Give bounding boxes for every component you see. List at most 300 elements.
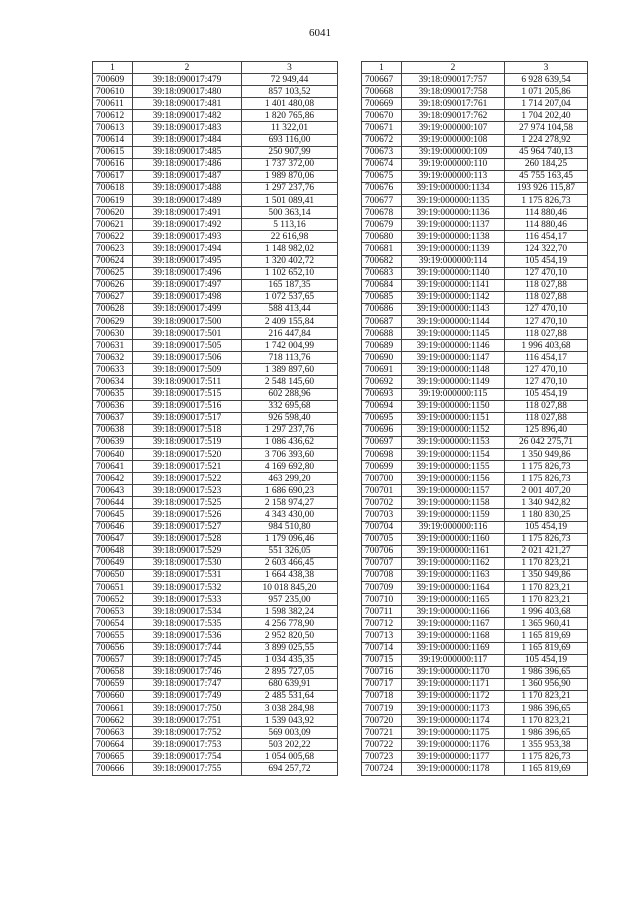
row-number-cell: 700611 [93,98,133,110]
value-cell: 125 896,40 [505,424,588,436]
row-number-cell: 700715 [362,654,402,666]
row-number-cell: 700713 [362,630,402,642]
cadastral-number-cell: 39:18:090017:509 [133,364,242,376]
cadastral-number-cell: 39:18:090017:485 [133,146,242,158]
row-number-cell: 700648 [93,545,133,557]
row-number-cell: 700641 [93,461,133,473]
table-row [93,170,338,182]
cadastral-number-cell: 39:18:090017:481 [133,98,242,110]
value-cell: 500 363,14 [242,207,338,219]
cadastral-number-cell: 39:18:090017:491 [133,207,242,219]
cadastral-number-cell: 39:19:000000:1143 [402,303,505,315]
table-row [93,207,338,219]
cadastral-number-cell: 39:18:090017:522 [133,473,242,485]
row-number-cell: 700663 [93,727,133,739]
row-number-cell: 700636 [93,400,133,412]
cadastral-number-cell: 39:19:000000:1173 [402,702,505,714]
table-row [93,485,338,497]
table-row [362,158,588,170]
value-cell: 4 343 430,00 [242,509,338,521]
value-cell: 1 165 819,69 [505,763,588,775]
table-row [93,763,338,775]
row-number-cell: 700700 [362,473,402,485]
table-row [362,618,588,630]
table-row [362,485,588,497]
value-cell: 551 326,05 [242,545,338,557]
row-number-cell: 700654 [93,618,133,630]
cadastral-number-cell: 39:19:000000:1170 [402,666,505,678]
value-cell: 1 996 403,68 [505,340,588,352]
cadastral-number-cell: 39:18:090017:492 [133,219,242,231]
value-cell: 1 071 205,86 [505,86,588,98]
table-row [93,461,338,473]
value-cell: 2 895 727,05 [242,666,338,678]
table-row [93,509,338,521]
table-row [362,702,588,714]
value-cell: 118 027,88 [505,400,588,412]
row-number-cell: 700662 [93,715,133,727]
row-number-cell: 700674 [362,158,402,170]
cadastral-number-cell: 39:18:090017:501 [133,328,242,340]
row-number-cell: 700660 [93,690,133,702]
cadastral-number-cell: 39:18:090017:496 [133,267,242,279]
table-row [93,146,338,158]
row-number-cell: 700659 [93,678,133,690]
cadastral-number-cell: 39:18:090017:762 [402,110,505,122]
table-row [362,715,588,727]
value-cell: 1 820 765,86 [242,110,338,122]
cadastral-number-cell: 39:18:090017:482 [133,110,242,122]
value-cell: 1 175 826,73 [505,751,588,763]
row-number-cell: 700681 [362,243,402,255]
value-cell: 1 086 436,62 [242,436,338,448]
value-cell: 1 986 396,65 [505,666,588,678]
cadastral-number-cell: 39:18:090017:486 [133,158,242,170]
table-row [93,690,338,702]
cadastral-number-cell: 39:18:090017:761 [402,98,505,110]
value-cell: 5 113,16 [242,219,338,231]
cadastral-number-cell: 39:19:000000:1146 [402,340,505,352]
row-number-cell: 700722 [362,739,402,751]
value-cell: 105 454,19 [505,255,588,267]
table-row [362,195,588,207]
value-cell: 1 737 372,00 [242,158,338,170]
table-row [93,388,338,400]
cadastral-number-cell: 39:18:090017:523 [133,485,242,497]
row-number-cell: 700697 [362,436,402,448]
page-number: 6041 [309,27,331,39]
value-cell: 1 350 949,86 [505,449,588,461]
row-number-cell: 700631 [93,340,133,352]
cadastral-number-cell: 39:18:090017:489 [133,195,242,207]
table-row [93,473,338,485]
cadastral-number-cell: 39:18:090017:480 [133,86,242,98]
cadastral-number-cell: 39:18:090017:536 [133,630,242,642]
row-number-cell: 700678 [362,207,402,219]
value-cell: 588 413,44 [242,303,338,315]
cadastral-number-cell: 39:18:090017:506 [133,352,242,364]
row-number-cell: 700656 [93,642,133,654]
table-row [93,376,338,388]
table-row [362,533,588,545]
row-number-cell: 700682 [362,255,402,267]
value-cell: 1 996 403,68 [505,606,588,618]
value-cell: 1 501 089,41 [242,195,338,207]
table-row [362,594,588,606]
header-row [93,62,338,74]
row-number-cell: 700618 [93,182,133,194]
value-cell: 11 322,01 [242,122,338,134]
cadastral-number-cell: 39:19:000000:1134 [402,182,505,194]
table-row [93,545,338,557]
cadastral-number-cell: 39:19:000000:1149 [402,376,505,388]
row-number-cell: 700645 [93,509,133,521]
table-row [93,715,338,727]
table-row [362,364,588,376]
row-number-cell: 700643 [93,485,133,497]
cadastral-number-cell: 39:18:090017:744 [133,642,242,654]
value-cell: 193 926 115,87 [505,182,588,194]
table-row [93,521,338,533]
cadastral-number-cell: 39:19:000000:113 [402,170,505,182]
cadastral-number-cell: 39:19:000000:1153 [402,436,505,448]
cadastral-number-cell: 39:19:000000:1136 [402,207,505,219]
value-cell: 1 664 438,38 [242,569,338,581]
row-number-cell: 700669 [362,98,402,110]
table-row [362,98,588,110]
row-number-cell: 700702 [362,497,402,509]
cadastral-number-cell: 39:18:090017:533 [133,594,242,606]
cadastral-number-cell: 39:18:090017:500 [133,315,242,327]
table-row [93,352,338,364]
value-cell: 1 165 819,69 [505,630,588,642]
table-row [93,424,338,436]
value-cell: 1 389 897,60 [242,364,338,376]
value-cell: 250 907,99 [242,146,338,158]
table-row [362,424,588,436]
table-row [93,279,338,291]
row-number-cell: 700650 [93,569,133,581]
cadastral-number-cell: 39:18:090017:479 [133,74,242,86]
table-row [362,267,588,279]
row-number-cell: 700675 [362,170,402,182]
cadastral-number-cell: 39:19:000000:1165 [402,594,505,606]
value-cell: 124 322,70 [505,243,588,255]
value-cell: 127 470,10 [505,303,588,315]
table-row [93,727,338,739]
row-number-cell: 700711 [362,606,402,618]
value-cell: 1 989 870,06 [242,170,338,182]
row-number-cell: 700723 [362,751,402,763]
value-cell: 118 027,88 [505,279,588,291]
row-number-cell: 700718 [362,690,402,702]
value-cell: 1 175 826,73 [505,473,588,485]
table-row [362,461,588,473]
table-row [362,388,588,400]
value-cell: 45 964 740,13 [505,146,588,158]
row-number-cell: 700704 [362,521,402,533]
cadastral-number-cell: 39:18:090017:751 [133,715,242,727]
cadastral-number-cell: 39:19:000000:1142 [402,291,505,303]
cadastral-number-cell: 39:18:090017:758 [402,86,505,98]
row-number-cell: 700707 [362,557,402,569]
table-row [362,449,588,461]
table-row [93,400,338,412]
table-row [93,134,338,146]
column-header-1: 1 [93,62,133,74]
table-row [93,654,338,666]
cadastral-number-cell: 39:19:000000:110 [402,158,505,170]
value-cell: 1 320 402,72 [242,255,338,267]
table-row [362,436,588,448]
cadastral-number-cell: 39:19:000000:1154 [402,449,505,461]
cadastral-number-cell: 39:19:000000:1161 [402,545,505,557]
table-row [93,533,338,545]
row-number-cell: 700720 [362,715,402,727]
value-cell: 165 187,35 [242,279,338,291]
cadastral-number-cell: 39:18:090017:534 [133,606,242,618]
value-cell: 3 899 025,55 [242,642,338,654]
row-number-cell: 700633 [93,364,133,376]
row-number-cell: 700679 [362,219,402,231]
row-number-cell: 700693 [362,388,402,400]
cadastral-number-cell: 39:19:000000:109 [402,146,505,158]
cadastral-number-cell: 39:18:090017:499 [133,303,242,315]
row-number-cell: 700623 [93,243,133,255]
table-row [93,618,338,630]
row-number-cell: 700655 [93,630,133,642]
row-number-cell: 700658 [93,666,133,678]
value-cell: 1 297 237,76 [242,424,338,436]
table-body-right [362,74,588,775]
cadastral-number-cell: 39:19:000000:1162 [402,557,505,569]
table-row [93,606,338,618]
cadastral-number-cell: 39:18:090017:750 [133,702,242,714]
value-cell: 10 018 845,20 [242,582,338,594]
table-row [93,678,338,690]
row-number-cell: 700637 [93,412,133,424]
value-cell: 503 202,22 [242,739,338,751]
column-header-3: 3 [505,62,588,74]
table-row [362,110,588,122]
cadastral-number-cell: 39:19:000000:1167 [402,618,505,630]
value-cell: 694 257,72 [242,763,338,775]
value-cell: 2 021 421,27 [505,545,588,557]
table-row [362,328,588,340]
cadastral-number-cell: 39:18:090017:521 [133,461,242,473]
row-number-cell: 700710 [362,594,402,606]
cadastral-number-cell: 39:19:000000:1163 [402,569,505,581]
cadastral-number-cell: 39:19:000000:1144 [402,315,505,327]
value-cell: 1 072 537,65 [242,291,338,303]
table-row [362,340,588,352]
row-number-cell: 700652 [93,594,133,606]
table-row [93,98,338,110]
row-number-cell: 700632 [93,352,133,364]
cadastral-number-cell: 39:19:000000:1174 [402,715,505,727]
value-cell: 1 170 823,21 [505,582,588,594]
cadastral-number-cell: 39:18:090017:519 [133,436,242,448]
table-row [362,521,588,533]
table-row [93,74,338,86]
table-row [93,315,338,327]
row-number-cell: 700709 [362,582,402,594]
value-cell: 1 714 207,04 [505,98,588,110]
table-row [362,630,588,642]
header-row [362,62,588,74]
value-cell: 1 986 396,65 [505,727,588,739]
cadastral-number-cell: 39:18:090017:518 [133,424,242,436]
table-row [93,751,338,763]
cadastral-number-cell: 39:18:090017:752 [133,727,242,739]
row-number-cell: 700686 [362,303,402,315]
cadastral-number-cell: 39:19:000000:1139 [402,243,505,255]
table-row [362,497,588,509]
value-cell: 45 755 163,45 [505,170,588,182]
row-number-cell: 700714 [362,642,402,654]
value-cell: 1 170 823,21 [505,557,588,569]
row-number-cell: 700705 [362,533,402,545]
value-cell: 22 616,98 [242,231,338,243]
row-number-cell: 700712 [362,618,402,630]
table-row [362,279,588,291]
value-cell: 2 158 974,27 [242,497,338,509]
value-cell: 1 598 382,24 [242,606,338,618]
cadastral-number-cell: 39:18:090017:527 [133,521,242,533]
row-number-cell: 700703 [362,509,402,521]
row-number-cell: 700657 [93,654,133,666]
cadastral-number-cell: 39:19:000000:1145 [402,328,505,340]
cadastral-number-cell: 39:18:090017:498 [133,291,242,303]
table-row [93,267,338,279]
row-number-cell: 700635 [93,388,133,400]
table-row [362,569,588,581]
cadastral-number-cell: 39:18:090017:497 [133,279,242,291]
row-number-cell: 700671 [362,122,402,134]
cadastral-number-cell: 39:18:090017:746 [133,666,242,678]
table-row [362,582,588,594]
row-number-cell: 700651 [93,582,133,594]
row-number-cell: 700613 [93,122,133,134]
row-number-cell: 700719 [362,702,402,714]
registry-table-right [361,61,588,776]
row-number-cell: 700644 [93,497,133,509]
cadastral-number-cell: 39:19:000000:1171 [402,678,505,690]
cadastral-number-cell: 39:19:000000:1158 [402,497,505,509]
row-number-cell: 700691 [362,364,402,376]
cadastral-number-cell: 39:18:090017:516 [133,400,242,412]
table-row [362,545,588,557]
cadastral-number-cell: 39:19:000000:1175 [402,727,505,739]
row-number-cell: 700628 [93,303,133,315]
cadastral-number-cell: 39:19:000000:114 [402,255,505,267]
table-row [93,582,338,594]
row-number-cell: 700609 [93,74,133,86]
row-number-cell: 700649 [93,557,133,569]
table-row [93,255,338,267]
value-cell: 2 603 466,45 [242,557,338,569]
row-number-cell: 700708 [362,569,402,581]
row-number-cell: 700688 [362,328,402,340]
row-number-cell: 700630 [93,328,133,340]
value-cell: 26 042 275,71 [505,436,588,448]
cadastral-number-cell: 39:18:090017:749 [133,690,242,702]
cadastral-number-cell: 39:19:000000:1160 [402,533,505,545]
row-number-cell: 700639 [93,436,133,448]
table-row [362,219,588,231]
cadastral-number-cell: 39:19:000000:1147 [402,352,505,364]
cadastral-number-cell: 39:18:090017:511 [133,376,242,388]
value-cell: 2 001 407,20 [505,485,588,497]
value-cell: 114 880,46 [505,207,588,219]
table-row [93,291,338,303]
table-row [362,751,588,763]
table-row [362,666,588,678]
row-number-cell: 700701 [362,485,402,497]
table-row [362,678,588,690]
value-cell: 1 170 823,21 [505,715,588,727]
cadastral-number-cell: 39:19:000000:115 [402,388,505,400]
cadastral-number-cell: 39:19:000000:1166 [402,606,505,618]
table-row [362,763,588,775]
table-row [93,303,338,315]
row-number-cell: 700676 [362,182,402,194]
table-row [362,557,588,569]
value-cell: 984 510,80 [242,521,338,533]
table-row [93,328,338,340]
table-row [362,412,588,424]
row-number-cell: 700629 [93,315,133,327]
cadastral-number-cell: 39:18:090017:757 [402,74,505,86]
table-row [93,449,338,461]
table-row [362,654,588,666]
table-row [362,255,588,267]
value-cell: 105 454,19 [505,388,588,400]
row-number-cell: 700685 [362,291,402,303]
value-cell: 1 742 004,99 [242,340,338,352]
table-row [362,606,588,618]
table-row [93,666,338,678]
value-cell: 118 027,88 [505,291,588,303]
value-cell: 127 470,10 [505,376,588,388]
table-row [362,303,588,315]
row-number-cell: 700695 [362,412,402,424]
value-cell: 127 470,10 [505,364,588,376]
value-cell: 1 365 960,41 [505,618,588,630]
value-cell: 3 706 393,60 [242,449,338,461]
value-cell: 1 180 830,25 [505,509,588,521]
table-row [93,182,338,194]
row-number-cell: 700653 [93,606,133,618]
table-row [93,340,338,352]
cadastral-number-cell: 39:18:090017:747 [133,678,242,690]
cadastral-number-cell: 39:19:000000:117 [402,654,505,666]
row-number-cell: 700677 [362,195,402,207]
cadastral-number-cell: 39:19:000000:1159 [402,509,505,521]
row-number-cell: 700642 [93,473,133,485]
row-number-cell: 700668 [362,86,402,98]
table-row [93,219,338,231]
cadastral-number-cell: 39:18:090017:745 [133,654,242,666]
value-cell: 1 539 043,92 [242,715,338,727]
row-number-cell: 700680 [362,231,402,243]
table-row [362,473,588,485]
value-cell: 114 880,46 [505,219,588,231]
table-row [93,122,338,134]
registry-table-left [92,61,338,776]
cadastral-number-cell: 39:19:000000:1152 [402,424,505,436]
cadastral-number-cell: 39:18:090017:488 [133,182,242,194]
